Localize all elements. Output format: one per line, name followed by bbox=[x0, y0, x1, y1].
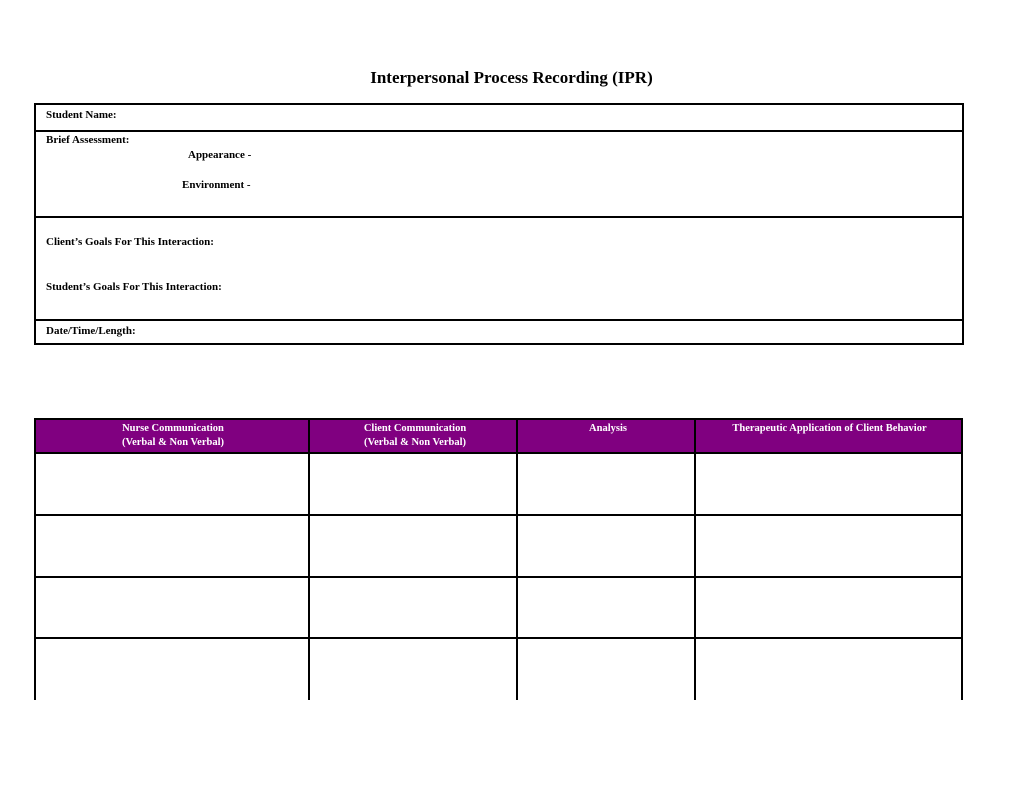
header-analysis bbox=[520, 420, 696, 454]
header-therapeutic-line1: Therapeutic Application of Client Behavior bbox=[732, 423, 927, 434]
appearance-label: Appearance - bbox=[188, 149, 252, 161]
analysis-cell[interactable] bbox=[518, 639, 694, 700]
table-header bbox=[34, 418, 963, 454]
nurse-communication-cell[interactable] bbox=[36, 454, 308, 514]
client-communication-cell[interactable] bbox=[310, 454, 516, 514]
therapeutic-application-cell[interactable] bbox=[696, 516, 961, 576]
analysis-cell[interactable] bbox=[518, 454, 694, 514]
table-row bbox=[34, 639, 963, 700]
table-row bbox=[34, 516, 963, 576]
therapeutic-application-cell[interactable] bbox=[696, 639, 961, 700]
header-nurse-line1: Nurse Communication bbox=[122, 423, 224, 434]
environment-label: Environment - bbox=[182, 179, 251, 191]
header-client-line2: (Verbal & Non Verbal) bbox=[364, 437, 466, 448]
brief-assessment-row[interactable] bbox=[36, 132, 962, 218]
date-time-length-row[interactable] bbox=[36, 321, 962, 343]
nurse-communication-cell[interactable] bbox=[36, 516, 308, 576]
client-goals-label: Client’s Goals For This Interaction: bbox=[46, 236, 214, 248]
nurse-communication-cell[interactable] bbox=[36, 639, 308, 700]
header-nurse-line2: (Verbal & Non Verbal) bbox=[122, 437, 224, 448]
student-name-row[interactable] bbox=[36, 105, 962, 132]
table-row bbox=[34, 454, 963, 514]
table-row bbox=[34, 578, 963, 637]
student-name-label: Student Name: bbox=[46, 109, 117, 121]
analysis-cell[interactable] bbox=[518, 578, 694, 637]
header-client-communication bbox=[312, 420, 518, 454]
header-therapeutic-application bbox=[698, 420, 961, 454]
client-communication-cell[interactable] bbox=[310, 578, 516, 637]
header-analysis-line1: Analysis bbox=[589, 423, 627, 434]
analysis-cell[interactable] bbox=[518, 516, 694, 576]
therapeutic-application-cell[interactable] bbox=[696, 578, 961, 637]
brief-assessment-label: Brief Assessment: bbox=[46, 134, 130, 146]
info-form bbox=[34, 103, 964, 345]
page-title: Interpersonal Process Recording (IPR) bbox=[370, 68, 653, 87]
student-goals-label: Student’s Goals For This Interaction: bbox=[46, 281, 222, 293]
client-communication-cell[interactable] bbox=[310, 639, 516, 700]
header-nurse-communication bbox=[36, 420, 310, 454]
date-time-length-label: Date/Time/Length: bbox=[46, 325, 136, 337]
header-client-line1: Client Communication bbox=[363, 423, 467, 434]
therapeutic-application-cell[interactable] bbox=[696, 454, 961, 514]
client-communication-cell[interactable] bbox=[310, 516, 516, 576]
goals-row[interactable] bbox=[36, 218, 962, 321]
recording-table bbox=[34, 418, 963, 700]
nurse-communication-cell[interactable] bbox=[36, 578, 308, 637]
